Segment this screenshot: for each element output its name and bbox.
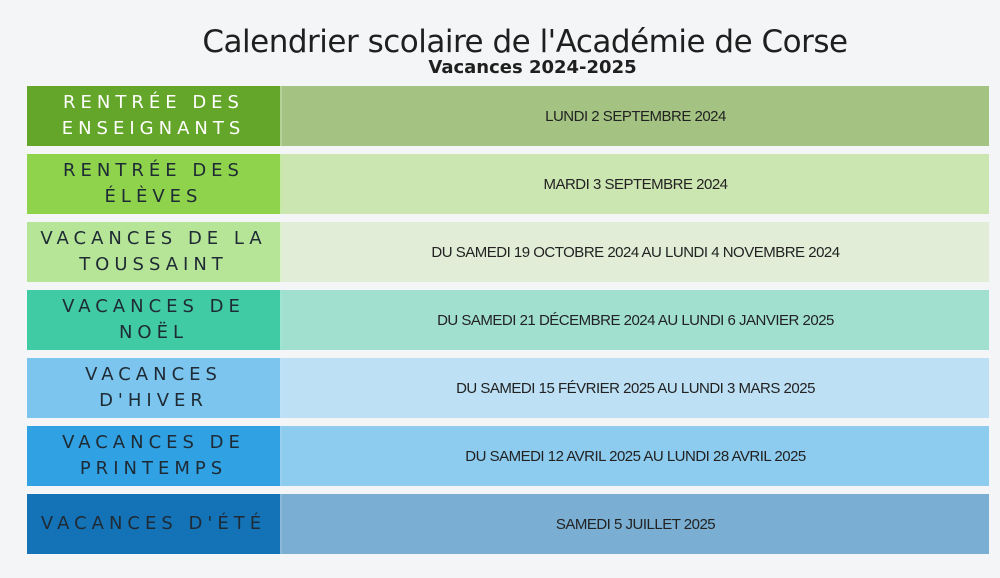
- table-row-ete: [27, 494, 989, 554]
- row-date: MARDI 3 SEPTEMBRE 2024: [282, 154, 989, 214]
- row-label: VACANCES D'HIVER: [27, 358, 282, 418]
- row-date: LUNDI 2 SEPTEMBRE 2024: [282, 86, 989, 146]
- row-label: RENTRÉE DES ENSEIGNANTS: [27, 86, 282, 146]
- table-row-rentree-eleves: [27, 154, 989, 214]
- row-label: RENTRÉE DES ÉLÈVES: [27, 154, 282, 214]
- table-row-printemps: [27, 426, 989, 486]
- row-date: DU SAMEDI 12 AVRIL 2025 AU LUNDI 28 AVRIL 2025: [282, 426, 989, 486]
- row-label: VACANCES DE NOËL: [27, 290, 282, 350]
- table-row-hiver: [27, 358, 989, 418]
- row-label: VACANCES D'ÉTÉ: [27, 494, 282, 554]
- calendar-table: [27, 86, 989, 554]
- row-label: VACANCES DE LA TOUSSAINT: [27, 222, 282, 282]
- row-date: DU SAMEDI 15 FÉVRIER 2025 AU LUNDI 3 MARS 2025: [282, 358, 989, 418]
- row-date: DU SAMEDI 21 DÉCEMBRE 2024 AU LUNDI 6 JANVIER 2025: [282, 290, 989, 350]
- row-date: DU SAMEDI 19 OCTOBRE 2024 AU LUNDI 4 NOVEMBRE 2024: [282, 222, 989, 282]
- page-title: Calendrier scolaire de l'Académie de Corse: [202, 24, 848, 60]
- page-subtitle: Vacances 2024-2025: [428, 57, 637, 78]
- row-label: VACANCES DE PRINTEMPS: [27, 426, 282, 486]
- table-row-rentree-enseignants: [27, 86, 989, 146]
- table-row-noel: [27, 290, 989, 350]
- table-row-toussaint: [27, 222, 989, 282]
- row-date: SAMEDI 5 JUILLET 2025: [282, 494, 989, 554]
